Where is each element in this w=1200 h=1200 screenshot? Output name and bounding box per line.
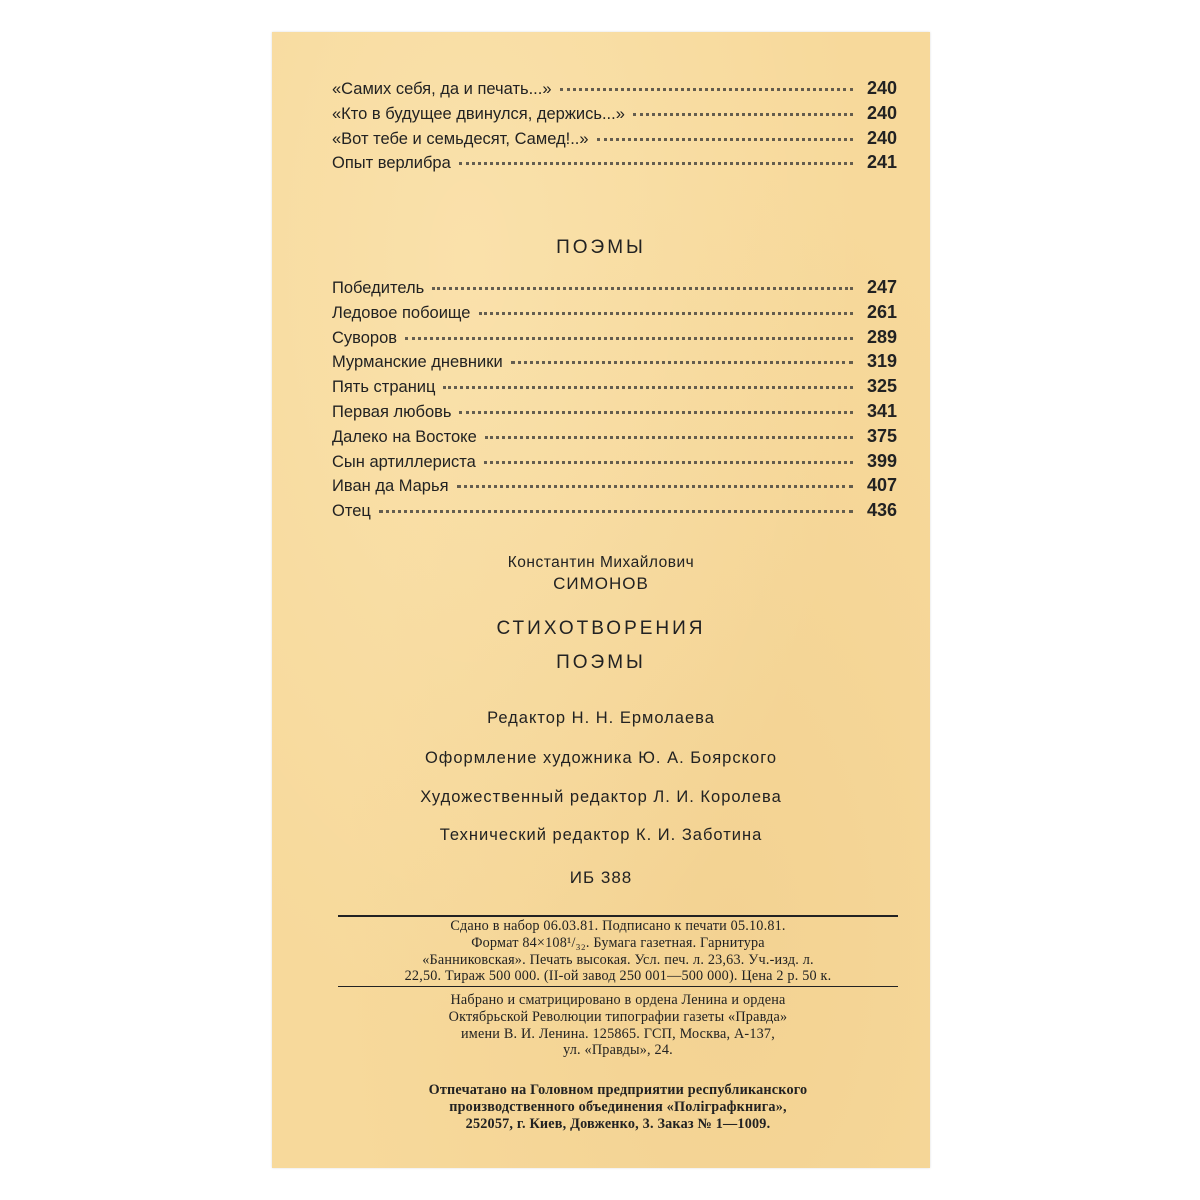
toc-entry-page: 240	[866, 78, 897, 98]
editor-credit: Редактор Н. Н. Ермолаева	[487, 709, 715, 727]
toc-entry-page: 319	[866, 351, 897, 372]
toc-entry-title: Пять страниц	[332, 378, 436, 397]
book-title: СТИХОТВОРЕНИЯ	[496, 618, 706, 639]
toc-entry	[332, 473, 897, 498]
toc-entry-title: Суворов	[332, 328, 398, 347]
toc-entry-title: Опыт верлибра	[332, 154, 451, 173]
toc-entry-page: 375	[866, 425, 897, 446]
toc-entry-page: 325	[866, 376, 897, 397]
toc-entry	[332, 325, 897, 350]
toc-entry-title: Отец	[332, 502, 371, 521]
colophon-line: Формат 84×108¹/₃₂. Бумага газетная. Гарнитура	[471, 934, 765, 951]
dot-leader	[457, 479, 853, 488]
book-subtitle: ПОЭМЫ	[556, 652, 646, 673]
toc-entry	[332, 126, 897, 151]
dot-leader	[560, 82, 853, 91]
dot-leader	[633, 107, 853, 116]
colophon-line: Сдано в набор 06.03.81. Подписано к печати 05.10.81.	[450, 918, 786, 934]
section-heading: ПОЭМЫ	[556, 237, 646, 258]
dot-leader	[459, 156, 853, 165]
dot-leader	[597, 132, 853, 141]
dot-leader	[379, 504, 853, 513]
toc-entry-title: «Самих себя, да и печать...»	[332, 80, 552, 98]
toc-entry-page: 399	[866, 450, 897, 471]
toc-entry-title: Далеко на Востоке	[332, 427, 477, 446]
colophon-line: Октябрьской Революции типографии газеты «Правда»	[448, 1008, 788, 1025]
toc-entry	[332, 498, 897, 523]
author-name: Константин Михайлович	[507, 554, 695, 571]
toc-entry-page: 241	[866, 152, 897, 173]
toc-entry	[332, 349, 897, 374]
toc-entry-title: «Кто в будущее двинулся, держись...»	[332, 104, 625, 123]
dot-leader	[511, 355, 853, 364]
design-credit: Оформление художника Ю. А. Боярского	[424, 749, 778, 767]
printing-info	[338, 1082, 898, 1132]
toc-entry	[332, 424, 897, 449]
colophon-line: Отпечатано на Головном предприятии республиканского	[428, 1082, 808, 1098]
book-page	[272, 32, 930, 1168]
toc-entry	[332, 399, 897, 424]
toc-entry-page: 341	[866, 400, 897, 421]
dot-leader	[432, 281, 853, 290]
toc-entry-title: Первая любовь	[332, 402, 452, 421]
toc-entry-page: 247	[866, 277, 897, 297]
colophon-divider	[338, 915, 898, 917]
toc-entry-title: Мурманские дневники	[332, 353, 503, 372]
colophon-divider	[338, 986, 898, 987]
toc-entry-title: Сын артиллериста	[332, 452, 476, 471]
toc-entry-title: «Вот тебе и семьдесят, Самед!..»	[332, 129, 589, 148]
colophon-line: производственного объединения «Поліграфкнига»,	[449, 1098, 787, 1115]
dot-leader	[459, 405, 853, 414]
dot-leader	[443, 380, 853, 389]
toc-entry	[332, 76, 897, 101]
author-surname: СИМОНОВ	[553, 574, 649, 593]
print-specs	[338, 918, 898, 985]
colophon-line: «Банниковская». Печать высокая. Усл. печ. л. 23,63. Уч.-изд. л.	[422, 951, 814, 968]
toc-entry-page: 289	[866, 326, 897, 347]
dot-leader	[484, 455, 853, 464]
toc-entry	[332, 275, 897, 300]
toc-entry	[332, 300, 897, 325]
colophon-line: Набрано и сматрицировано в ордена Ленина и ордена	[450, 992, 786, 1008]
toc-entry	[332, 374, 897, 399]
colophon-line: имени В. И. Ленина. 125865. ГСП, Москва, А-137,	[461, 1025, 775, 1042]
art-editor-credit: Художественный редактор Л. И. Королева	[420, 788, 782, 806]
toc-long-poems-list	[332, 242, 897, 523]
toc-poems-list-top	[332, 76, 897, 175]
toc-entry	[332, 101, 897, 126]
toc-entry-page: 261	[866, 301, 897, 322]
toc-entry-page: 407	[866, 475, 897, 496]
typesetting-info	[338, 992, 898, 1059]
ib-number: ИБ 388	[569, 868, 633, 887]
colophon-line: 252057, г. Киев, Довженко, 3. Заказ № 1—1009.	[465, 1115, 771, 1132]
toc-entry	[332, 150, 897, 175]
toc-entry-title: Иван да Марья	[332, 477, 449, 496]
toc-entry-title: Победитель	[332, 279, 425, 297]
toc-entry-page: 436	[866, 500, 897, 521]
toc-entry-page: 240	[866, 102, 897, 123]
dot-leader	[405, 331, 853, 340]
toc-entry-page: 240	[866, 127, 897, 148]
colophon-line: 22,50. Тираж 500 000. (II-ой завод 250 001—500 000). Цена 2 р. 50 к.	[404, 968, 832, 985]
toc-entry	[332, 449, 897, 474]
dot-leader	[479, 306, 854, 315]
dot-leader	[485, 430, 853, 439]
toc-entry-title: Ледовое побоище	[332, 303, 471, 322]
colophon-line: ул. «Правды», 24.	[563, 1042, 673, 1059]
tech-editor-credit: Технический редактор К. И. Заботина	[439, 826, 763, 844]
